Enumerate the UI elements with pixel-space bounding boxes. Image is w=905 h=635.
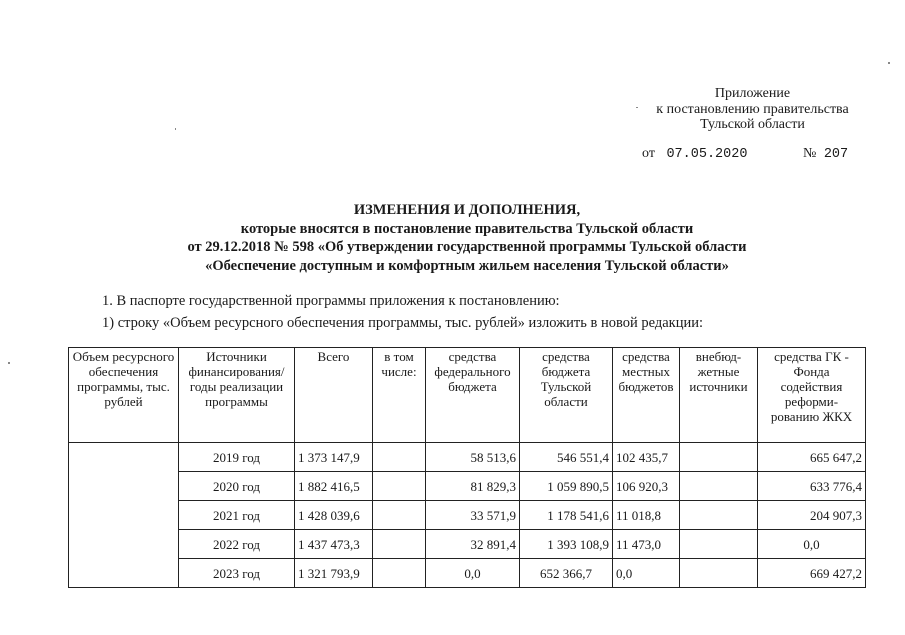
local-cell: 11 473,0 [613,530,680,559]
table-header-row [69,348,866,443]
federal-cell: 58 513,6 [426,443,520,472]
regional-cell: 1 178 541,6 [520,501,613,530]
total-cell: 1 321 793,9 [295,559,373,588]
regional-cell: 546 551,4 [520,443,613,472]
extrabudget-cell [680,530,758,559]
fund-cell: 665 647,2 [758,443,866,472]
including-cell [373,530,426,559]
extrabudget-cell [680,443,758,472]
fund-cell: 0,0 [758,530,866,559]
extrabudget-cell [680,559,758,588]
including-cell [373,443,426,472]
including-cell [373,472,426,501]
appendix-ref-line: к постановлению правительства [656,101,849,117]
local-cell: 102 435,7 [613,443,680,472]
local-cell: 106 920,3 [613,472,680,501]
table-row [69,501,866,530]
federal-cell: 0,0 [426,559,520,588]
total-cell: 1 373 147,9 [295,443,373,472]
total-cell: 1 882 416,5 [295,472,373,501]
regional-cell: 1 059 890,5 [520,472,613,501]
heading-line-2: которые вносятся в постановление правительства Тульской области [240,220,694,237]
extrabudget-cell [680,472,758,501]
fund-cell: 204 907,3 [758,501,866,530]
federal-cell: 33 571,9 [426,501,520,530]
date-prefix: от [642,146,655,161]
regional-cell: 652 366,7 [520,559,613,588]
header-sources: Источники финансирования/ годы реализации программы [179,348,295,443]
extrabudget-cell [680,501,758,530]
scan-speck [888,62,890,64]
header-including: в том числе: [373,348,426,443]
regional-cell: 1 393 108,9 [520,530,613,559]
year-cell: 2019 год [179,443,295,472]
resource-table [68,347,866,588]
scan-speck [175,128,176,130]
including-cell [373,559,426,588]
fund-cell: 633 776,4 [758,472,866,501]
header-extrabudget: внебюд-жетные источники [680,348,758,443]
year-cell: 2022 год [179,530,295,559]
appendix-block [645,86,860,133]
total-cell: 1 428 039,6 [295,501,373,530]
document-heading [100,201,834,275]
appendix-title: Приложение [714,86,791,101]
including-cell [373,501,426,530]
local-cell: 0,0 [613,559,680,588]
table-row [69,530,866,559]
year-cell: 2021 год [179,501,295,530]
federal-cell: 81 829,3 [426,472,520,501]
table-row [69,443,866,472]
heading-title: ИЗМЕНЕНИЯ И ДОПОЛНЕНИЯ, [353,202,581,218]
total-cell: 1 437 473,3 [295,530,373,559]
number-prefix: № [802,146,817,161]
appendix-region-line: Тульской области [700,117,805,132]
year-cell: 2020 год [179,472,295,501]
scan-speck [8,362,10,364]
fund-cell: 669 427,2 [758,559,866,588]
header-total: Всего [295,348,373,443]
table-row [69,472,866,501]
paragraph-1: 1. В паспорте государственной программы приложения к постановлению: [102,293,560,309]
header-local: средства местных бюджетов [613,348,680,443]
document-date: 07.05.2020 [666,147,748,162]
header-fund: средства ГК - Фонда содействия реформи-рованию ЖКХ [758,348,866,443]
heading-line-3: от 29.12.2018 № 598 «Об утверждении государственной программы Тульской области [187,239,747,255]
header-regional: средства бюджета Тульской области [520,348,613,443]
row-label-cell: Объем ресурсного обеспечения программы, тыс. рублей [69,348,179,443]
heading-line-4: «Обеспечение доступным и комфортным жильем населения Тульской области» [205,257,729,274]
dateline [642,146,848,162]
header-federal: средства федерального бюджета [426,348,520,443]
table-row [69,559,866,588]
row-label-empty-cell [69,443,179,588]
local-cell: 11 018,8 [613,501,680,530]
document-number: 207 [823,147,849,162]
paragraph-2: 1) строку «Объем ресурсного обеспечения программы, тыс. рублей» изложить в новой редакции: [102,315,704,331]
scan-speck [636,107,638,108]
year-cell: 2023 год [179,559,295,588]
federal-cell: 32 891,4 [426,530,520,559]
